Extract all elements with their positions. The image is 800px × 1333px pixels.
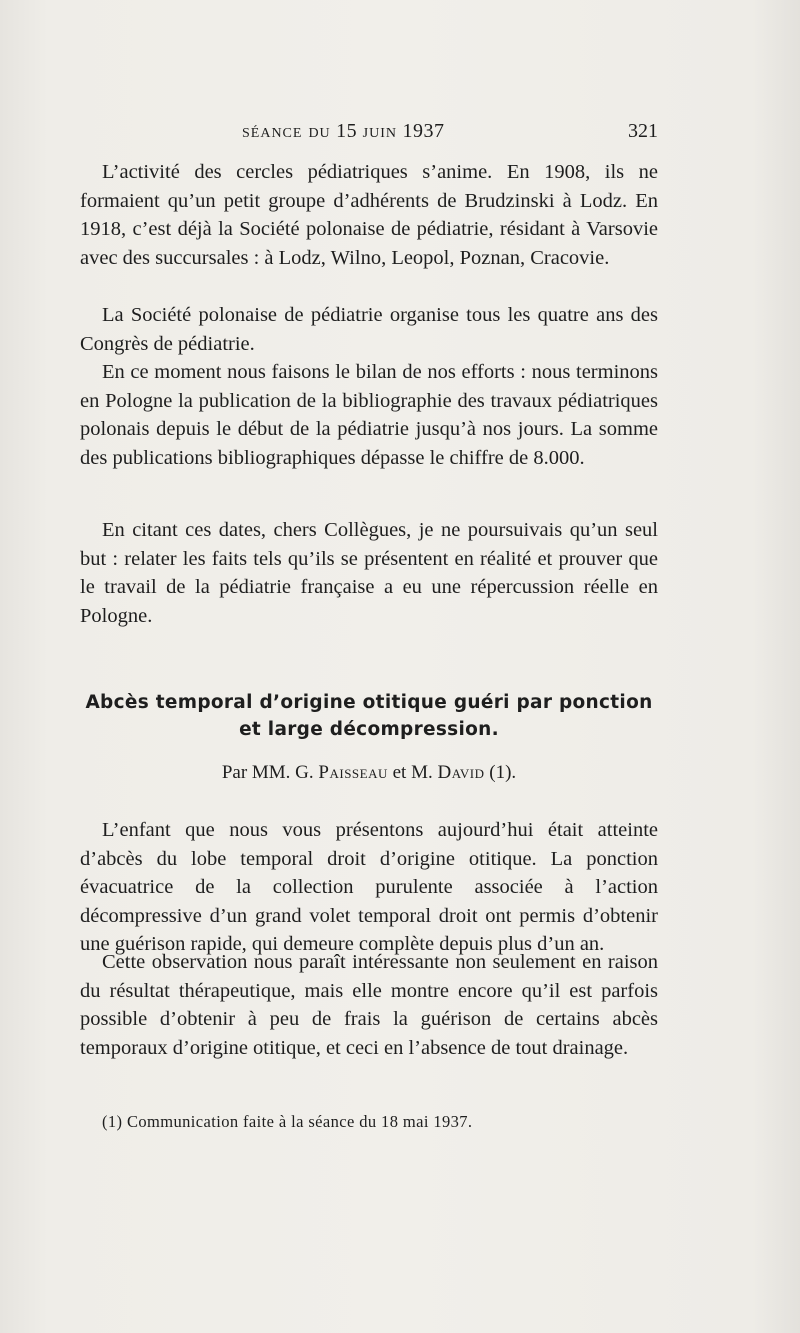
body-paragraph-3 [80,358,658,472]
running-title-month: juin [362,120,398,142]
running-title [242,120,445,143]
article-title [80,689,658,743]
author-paisseau: Paisseau [318,762,388,783]
paragraph-text: En ce moment nous faisons le bilan de nos efforts : nous terminons en Pologne la publication de la bibliographie des travaux pédiatriques polonais depuis le début de la pédiatrie jusqu’à nos jours. La somme des publications bibliographiques dépasse le chiffre de 8.000. [80,361,658,469]
paragraph-text: La Société polonaise de pédiatrie organise tous les quatre ans des Congrès de pédiatrie. [80,304,658,355]
running-header [80,120,658,150]
paragraph-text: L’activité des cercles pédiatriques s’anime. En 1908, ils ne formaient qu’un petit groupe d’adhérents de Brudzinski à Lodz. En 1918, c’est déjà la Société polonaise de pédiatrie, résidant à Varsovie avec des succursales : à Lodz, Wilno, Leopol, Poznan, Cracovie. [80,161,658,269]
paragraph-text: En citant ces dates, chers Collègues, je ne poursuivais qu’un seul but : relater les faits tels qu’ils se présentent en réalité et prouver que le travail de la pédiatrie française a eu une répercussion réelle en Pologne. [80,519,658,627]
byline-suffix: (1). [489,762,517,783]
footnote: (1) Communication faite à la séance du 18 mai 1937. [102,1112,473,1131]
paragraph-text: Cette observation nous paraît intéressante non seulement en raison du résultat thérapeutique, mais elle montre encore qu’il est parfois possible d’obtenir à peu de frais la guérison de certains abcès temporaux d’origine otitique, et ceci en l’absence de tout drainage. [80,951,658,1059]
body-paragraph-1 [80,158,658,272]
article-paragraph-1 [80,816,658,959]
paragraph-text: L’enfant que nous vous présentons aujourd’hui était atteinte d’abcès du lobe temporal droit d’origine otitique. La ponction évacuatrice de la collection purulente associée à l’action décompressive d’un grand volet temporal droit ont permis d’obtenir une guérison rapide, qui demeure complète depuis plus d’un an. [80,819,658,955]
body-paragraph-2 [80,301,658,358]
body-paragraph-4 [80,516,658,630]
running-title-prefix: séance du [242,120,331,142]
article-byline [80,760,658,786]
author-david: David [437,762,485,783]
running-title-day: 15 [336,120,358,142]
byline-mid: et M. [392,762,433,783]
article-paragraph-2 [80,948,658,1062]
article-title-line-1: Abcès temporal d’origine otitique guéri par ponction [85,692,653,713]
running-title-year: 1937 [402,120,445,142]
byline-prefix: Par MM. G. [221,762,314,783]
article-title-line-2: et large décompression. [239,719,499,740]
page-number: 321 [628,120,658,142]
